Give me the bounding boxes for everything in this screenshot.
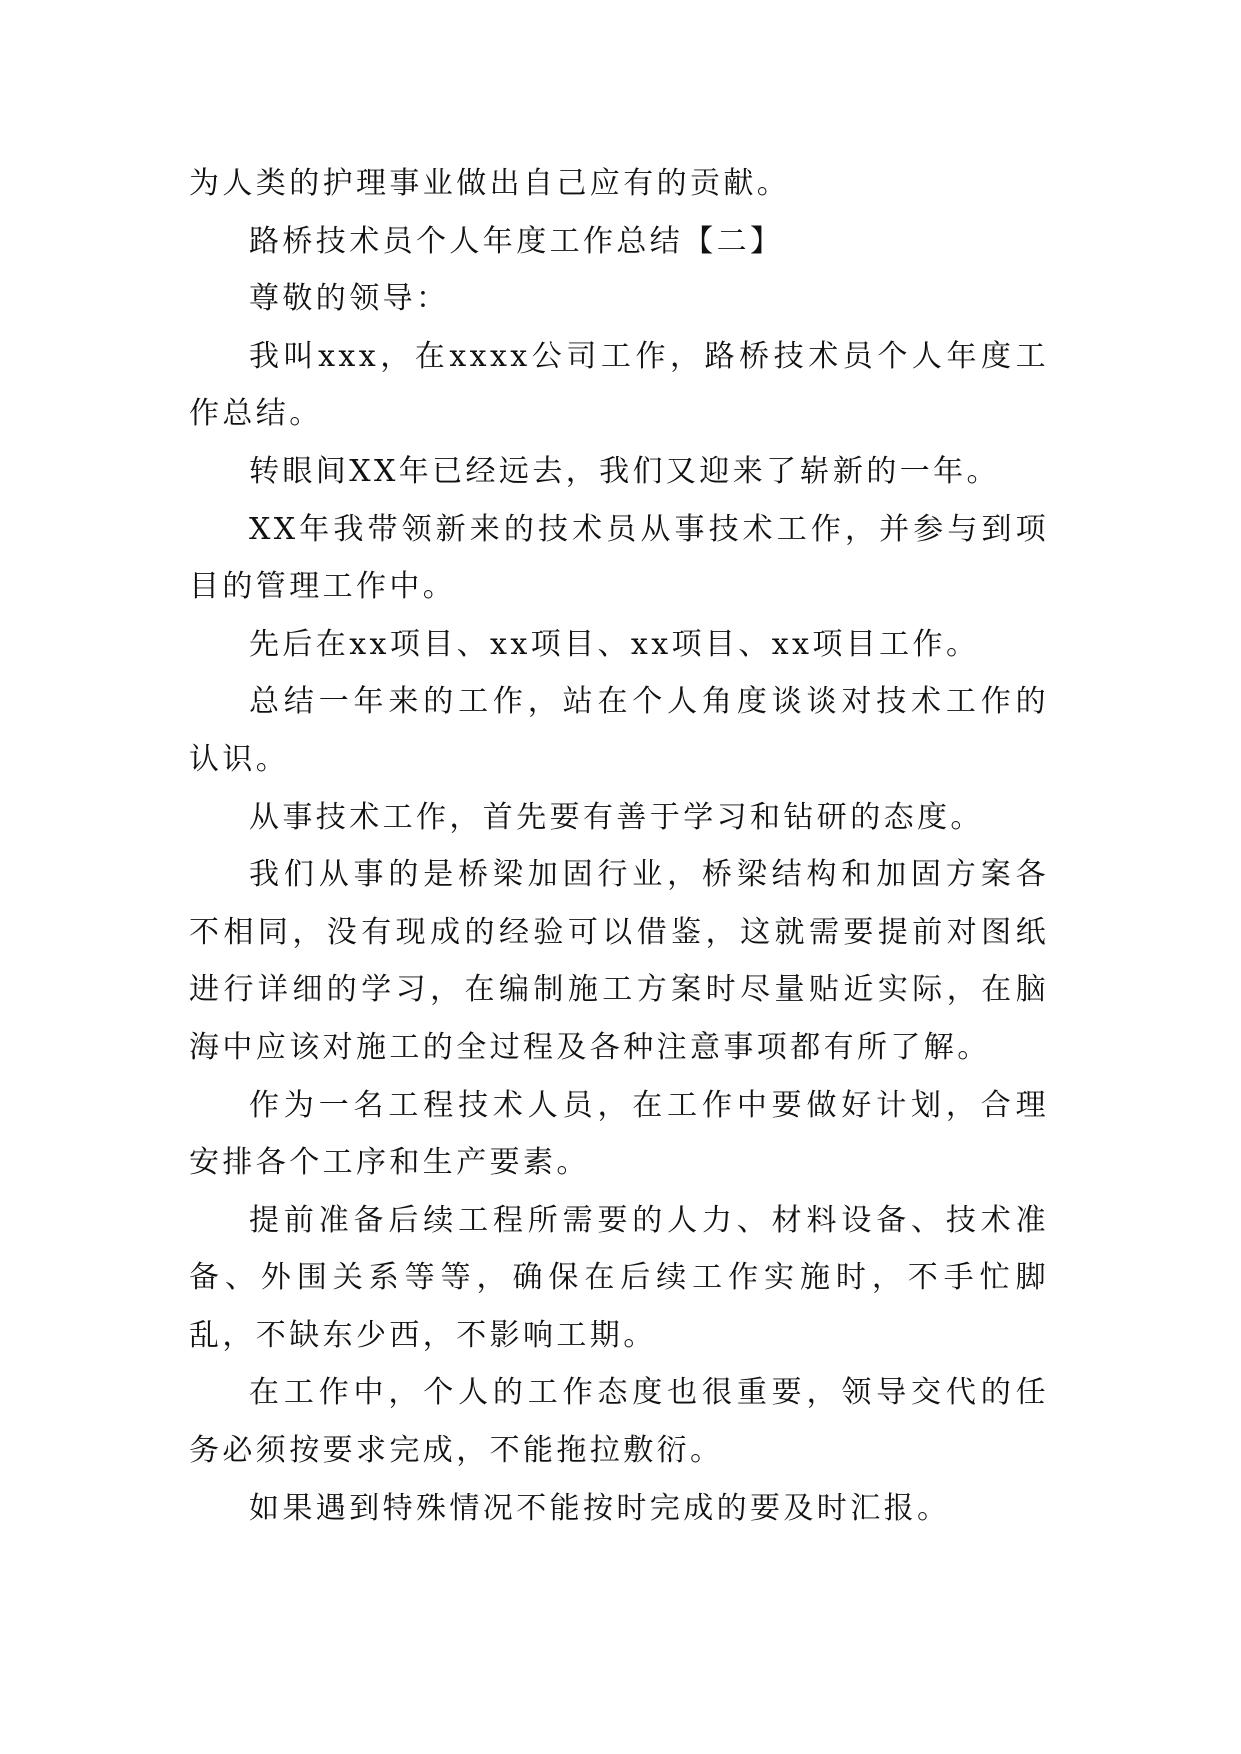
paragraph: 作为一名工程技术人员，在工作中要做好计划，合理安排各个工序和生产要素。 — [189, 1087, 1049, 1181]
paragraph: 如果遇到特殊情况不能按时完成的要及时汇报。 — [249, 1490, 951, 1526]
paragraph: 在工作中，个人的工作态度也很重要，领导交代的任务必须按要求完成，不能拖拉敷衍。 — [189, 1375, 1049, 1469]
paragraph: 总结一年来的工作，站在个人角度谈谈对技术工作的认识。 — [189, 684, 1049, 777]
paragraph: 从事技术工作，首先要有善于学习和钻研的态度。 — [249, 799, 984, 835]
paragraph: XX年我带领新来的技术员从事技术工作，并参与到项目的管理工作中。 — [189, 511, 1049, 605]
salutation: 尊敬的领导： — [249, 281, 450, 317]
paragraph: 转眼间XX年已经远去，我们又迎来了崭新的一年。 — [249, 453, 1000, 489]
paragraph: 先后在xx项目、xx项目、xx项目、xx项目工作。 — [249, 626, 980, 662]
paragraph: 我叫xxx，在xxxx公司工作，路桥技术员个人年度工作总结。 — [189, 338, 1049, 432]
paragraph: 我们从事的是桥梁加固行业，桥梁结构和加固方案各不相同，没有现成的经验可以借鉴，这就需要提前对图纸进行详细的学习，在编制施工方案时尽量贴近实际，在脑海中应该对施工的全过程及各种注意事项都有所了解。 — [189, 857, 1049, 1065]
document-body — [189, 155, 1049, 1537]
section-heading: 路桥技术员个人年度工作总结【二】 — [249, 223, 784, 259]
paragraph: 提前准备后续工程所需要的人力、材料设备、技术准备、外围关系等等，确保在后续工作实施时，不手忙脚乱，不缺东少西，不影响工期。 — [189, 1202, 1049, 1353]
paragraph-continuation: 为人类的护理事业做出自己应有的贡献。 — [189, 166, 791, 201]
